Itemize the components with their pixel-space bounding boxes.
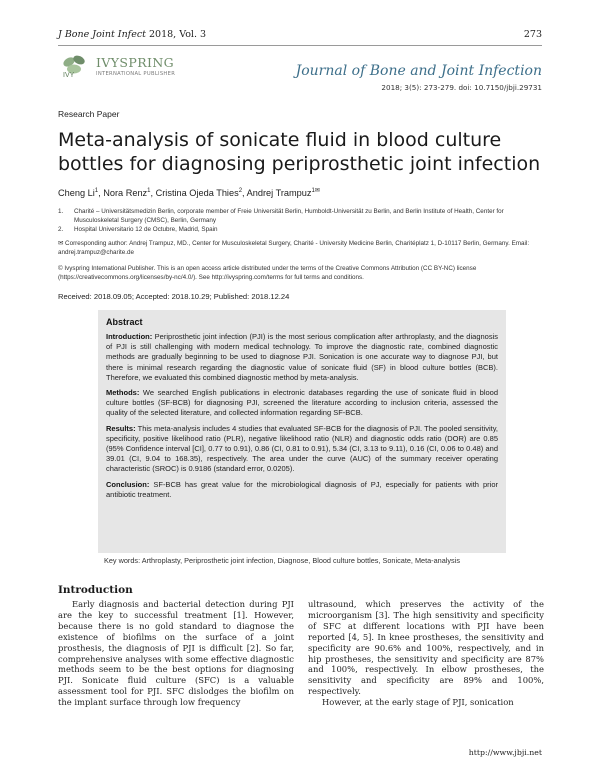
keywords: Key words: Arthroplasty, Periprosthetic joint infection, Diagnose, Blood culture bottles, Sonicate, Meta-analysis <box>104 556 460 565</box>
author: Nora Renz$^1$, <box>103 188 156 199</box>
footer-journal-link[interactable]: http://www.jbji.net <box>468 748 542 757</box>
introduction-heading: Introduction <box>58 584 133 596</box>
abstract-methods: Methods: We searched English publications in electronic databases regarding the use of sonicate fluid in blood culture bottles (SF-BCB) for diagnosing PJI, screened the literature according to inclusion criteria, assessed the quality of the selected literature, and collected information regarding SF-BCB. <box>106 388 498 418</box>
author: Andrej Trampuz$^{1✉}$ <box>246 188 320 199</box>
abstract-conclusion: Conclusion: SF-BCB has great value for the microbiological diagnosis of PJ, especially for patients with prior antibiotic treatment. <box>106 479 498 499</box>
corresponding-author: ✉ Corresponding author: Andrej Trampuz, MD., Center for Musculoskeletal Surgery, Charité - University Medicine Berlin, Charitéplatz 1, D-10117 Berlin, Germany. Email: andrej.trampuz@charite.de <box>58 240 530 256</box>
intro-paragraph: However, at the early stage of PJI, sonication <box>322 697 514 708</box>
journal-abbrev: J Bone Joint Infect <box>58 29 146 40</box>
body-column-right <box>308 599 544 708</box>
body-column-left <box>58 599 294 708</box>
abstract-results: Results: This meta-analysis includes 4 studies that evaluated SF-BCB for the diagnosis of PJI. The pooled sensitivity, specificity, positive likelihood ratio (PLR), negative likelihood ratio (NLR) and diagnostic odds ratio (DOR) are 0.85 (95% Confidence interval [CI], 0.77 to 0.91), 0.86 (CI, 0.81 to 0.91), 5.34 (CI, 3.13 to 9.11), 0.16 (CI, 0.06 to 0.48) and 39.01 (CI, 9.04 to 168.35), respectively. The area under the curve (AUC) of the summary receiver operating characteristic (SROC) is 0.9186 (standard error, 0.0205). <box>106 423 498 474</box>
intro-paragraph: Early diagnosis and bacterial detection during PJI are the key to successful treatment [1]. However, because there is no gold standard to diagnose the existence of biofilms on the surface of a joint prosthesis, the diagnosis of PJI is difficult [2]. So far, comprehensive analyses with some effective diagnostic methods seem to be the best options for diagnosing PJI. Sonicate fluid culture (SFC) is a valuable assessment tool for PJI. SFC dislodges the biofilm on the implant surface through low frequency <box>58 599 294 708</box>
license-notice: © Ivyspring International Publisher. This is an open access article distributed under the terms of the Creative Commons Attribution (CC BY-NC) license (https://creativecommons.org/licenses/by-nc/4.0/). See http://ivyspring.com/terms for full terms and conditions. <box>58 265 477 281</box>
publisher-subtitle: INTERNATIONAL PUBLISHER <box>96 71 176 77</box>
publication-dates: Received: 2018.09.05; Accepted: 2018.10.29; Published: 2018.12.24 <box>58 292 290 301</box>
running-header-left <box>58 29 206 40</box>
affiliations <box>58 208 544 236</box>
abstract-introduction: Introduction: Periprosthetic joint infection (PJI) is the most serious complication after arthroplasty, and the diagnosis of PJI is still challenging with modern medical technology. To improve the diagnostic rate, combined diagnostic methods are gradually beginning to be used to diagnose PJI. Sonication is one accurate way to diagnose PJI, but there is minimal research regarding the diagnostic value of sonicate fluid (SF) in blood culture bottles (BCB). Therefore, we evaluated this combined diagnostic method by meta-analysis. <box>106 332 498 382</box>
affiliation-item: 1. Charité – Universitätsmedizin Berlin, corporate member of Freie Universität Berlin, Humboldt-Universität zu Berlin, and Berlin Institute of Health, Center for Musculoskeletal Surgery (CMSC), Berlin, Germany <box>58 208 504 224</box>
journal-name: Journal of Bone and Joint Infection <box>295 63 542 79</box>
intro-paragraph: ultrasound, which preserves the activity of the microorganism [3]. The high sensitivity and specificity of SFC at different locations with PJI have been reported [4, 5]. In knee prostheses, the sensitivity and specificity are 90.6% and 100%, respectively, and in hip prostheses, the sensitivity and specificity are 87% and 100%, respectively. In elbow prostheses, the sensitivity and specificity are 89% and 100%, respectively. <box>308 599 544 697</box>
author-list <box>58 187 320 198</box>
paper-type: Research Paper <box>58 109 120 119</box>
publisher-name: IVYSPRING <box>96 55 175 70</box>
abstract-box <box>98 310 506 553</box>
header-rule <box>58 45 542 46</box>
author: Cheng Li$^1$, <box>58 188 104 199</box>
year-volume: 2018, Vol. 3 <box>149 29 207 40</box>
abstract-heading: Abstract <box>106 317 143 327</box>
publisher-logo[interactable] <box>58 52 188 82</box>
ivy-leaf-icon <box>58 52 92 82</box>
svg-text:IVY: IVY <box>63 72 75 79</box>
paper-title: Meta-analysis of sonicate fluid in blood culture bottles for diagnosing periprosthetic joint infection <box>58 129 541 175</box>
affiliation-item: 2. Hospital Universitario 12 de Octubre, Madrid, Spain <box>58 226 218 234</box>
page-number: 273 <box>523 29 542 40</box>
citation-doi: 2018; 3(5): 273-279. doi: 10.7150/jbji.29731 <box>381 83 542 92</box>
author: Cristina Ojeda Thies$^2$, <box>155 188 247 199</box>
